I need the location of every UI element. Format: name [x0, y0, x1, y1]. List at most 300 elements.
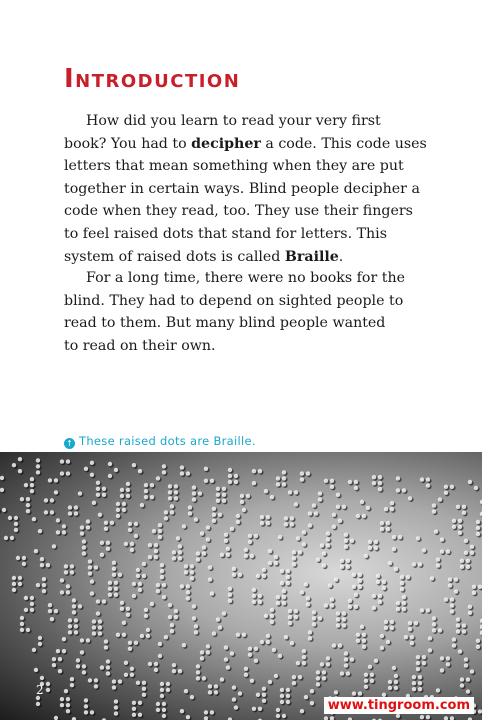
braille-dot [130, 673, 134, 677]
braille-dot [354, 593, 358, 597]
braille-dot [210, 591, 214, 595]
braille-dot [252, 588, 256, 592]
braille-dot [476, 520, 480, 524]
braille-dot [192, 491, 196, 495]
braille-dot [326, 531, 330, 535]
braille-dot [18, 457, 22, 461]
braille-dot [446, 549, 450, 553]
braille-dot [72, 610, 76, 614]
braille-dot [244, 548, 248, 552]
braille-dot [370, 673, 374, 677]
braille-dot [462, 511, 466, 515]
braille-dot [66, 459, 70, 463]
braille-dot [344, 533, 348, 537]
braille-dot [420, 715, 424, 719]
braille-dot [202, 545, 206, 549]
braille-dot [80, 525, 84, 529]
braille-dot [174, 496, 178, 500]
braille-dot [142, 574, 146, 578]
braille-dot [164, 510, 168, 514]
braille-dot [356, 633, 360, 637]
braille-dot [148, 555, 152, 559]
bold-term: Braille [284, 248, 339, 265]
braille-dot [154, 555, 158, 559]
braille-dot [438, 628, 442, 632]
braille-dot [344, 539, 348, 543]
braille-dot [284, 522, 288, 526]
braille-dot [342, 611, 346, 615]
braille-dot [30, 489, 34, 493]
braille-dot [124, 673, 128, 677]
braille-dot [68, 505, 72, 509]
braille-dot [326, 537, 330, 541]
braille-dot [416, 655, 420, 659]
braille-dot [290, 522, 294, 526]
braille-dot [114, 587, 118, 591]
caption-text: These raised dots are Braille. [79, 434, 256, 448]
braille-dot [98, 513, 102, 517]
braille-dot [236, 514, 240, 518]
braille-dot [84, 698, 88, 702]
braille-dot [98, 619, 102, 623]
braille-dot [62, 524, 66, 528]
braille-dot [122, 508, 126, 512]
braille-dot [302, 542, 306, 546]
text-run: For a long time, there were no books for the [86, 270, 405, 286]
braille-dot [452, 643, 456, 647]
braille-dot [220, 677, 224, 681]
braille-dot [274, 555, 278, 559]
braille-dot [214, 684, 218, 688]
braille-dot [402, 607, 406, 611]
braille-dot [50, 510, 54, 514]
braille-dot [108, 462, 112, 466]
braille-dot [68, 624, 72, 628]
braille-dot [378, 487, 382, 491]
braille-dot [60, 697, 64, 701]
braille-dot [368, 540, 372, 544]
braille-dot [50, 617, 54, 621]
braille-dot [278, 535, 282, 539]
braille-dot [188, 511, 192, 515]
braille-dot [436, 557, 440, 561]
braille-dot [454, 589, 458, 593]
braille-dot [112, 567, 116, 571]
braille-dot [186, 590, 190, 594]
braille-dot [358, 691, 362, 695]
braille-dot [158, 529, 162, 533]
braille-dot [168, 490, 172, 494]
braille-dot [326, 543, 330, 547]
braille-dot [314, 511, 318, 515]
braille-dot [376, 580, 380, 584]
braille-dot [446, 656, 450, 660]
braille-dot [252, 469, 256, 473]
braille-dot [150, 495, 154, 499]
braille-dot [192, 497, 196, 501]
braille-dot [412, 687, 416, 691]
braille-dot [132, 701, 136, 705]
braille-dot [388, 561, 392, 565]
braille-dot [106, 541, 110, 545]
braille-dot [432, 628, 436, 632]
braille-dot [196, 670, 200, 674]
braille-dot [172, 556, 176, 560]
braille-dot [130, 542, 134, 546]
braille-dot [56, 649, 60, 653]
braille-dot [84, 704, 88, 708]
braille-dot [418, 562, 422, 566]
braille-dot [74, 630, 78, 634]
braille-dot [162, 708, 166, 712]
braille-dot [276, 601, 280, 605]
braille-dot [216, 493, 220, 497]
braille-dot [390, 620, 394, 624]
braille-dot [164, 516, 168, 520]
braille-dot [90, 591, 94, 595]
braille-dot [78, 491, 82, 495]
braille-dot [418, 687, 422, 691]
braille-dot [84, 710, 88, 714]
braille-dot [56, 518, 60, 522]
braille-dot [108, 587, 112, 591]
braille-dot [66, 697, 70, 701]
braille-dot [180, 709, 184, 713]
braille-dot [404, 635, 408, 639]
braille-dot [74, 511, 78, 515]
braille-dot [62, 530, 66, 534]
braille-dot [212, 507, 216, 511]
braille-dot [130, 667, 134, 671]
text-line [64, 267, 416, 290]
text-run: code when they read, too. They use their fingers [64, 203, 413, 220]
braille-dot [226, 553, 230, 557]
braille-dot [132, 463, 136, 467]
braille-dot [192, 604, 196, 608]
watermark: www.tingroom.com [324, 697, 474, 714]
braille-dot [462, 623, 466, 627]
braille-dot [132, 594, 136, 598]
braille-dot [310, 701, 314, 705]
braille-dot [444, 716, 448, 720]
braille-dot [162, 714, 166, 718]
braille-dot [344, 651, 348, 655]
braille-dot [372, 594, 376, 598]
braille-dot [336, 505, 340, 509]
braille-dot [158, 642, 162, 646]
braille-dot [476, 639, 480, 643]
braille-dot [402, 595, 406, 599]
photo-caption [64, 434, 256, 449]
braille-dot [306, 602, 310, 606]
braille-dot [458, 531, 462, 535]
braille-dot [308, 636, 312, 640]
braille-dot [416, 667, 420, 671]
braille-dot [292, 681, 296, 685]
braille-dot [422, 548, 426, 552]
braille-dot [394, 686, 398, 690]
braille-dot [276, 714, 280, 718]
braille-dot [162, 595, 166, 599]
braille-dot [82, 670, 86, 674]
braille-dot [396, 488, 400, 492]
braille-dot [230, 527, 234, 531]
braille-dot [374, 546, 378, 550]
braille-dot [186, 715, 190, 719]
braille-dot [76, 664, 80, 668]
braille-dot [260, 521, 264, 525]
intro-paragraph-2 [64, 267, 416, 357]
braille-dot [190, 564, 194, 568]
braille-dot [92, 619, 96, 623]
braille-dot [380, 521, 384, 525]
braille-dot [108, 581, 112, 585]
braille-dot [264, 489, 268, 493]
braille-dot [168, 615, 172, 619]
braille-dot [178, 669, 182, 673]
braille-dot [126, 494, 130, 498]
braille-dot [470, 545, 474, 549]
braille-dot [226, 547, 230, 551]
braille-dot [320, 543, 324, 547]
braille-dot [386, 521, 390, 525]
braille-dot [16, 556, 20, 560]
braille-dot [380, 646, 384, 650]
braille-dot [270, 608, 274, 612]
braille-dot [72, 604, 76, 608]
braille-dot [388, 680, 392, 684]
braille-dot [54, 478, 58, 482]
braille-dot [414, 621, 418, 625]
braille-dot [60, 703, 64, 707]
text-line [64, 246, 416, 269]
text-run: blind. They had to depend on sighted people to [64, 292, 404, 309]
braille-dot [206, 650, 210, 654]
braille-dot [410, 641, 414, 645]
braille-dot [468, 605, 472, 609]
braille-dot [68, 618, 72, 622]
braille-dot [22, 556, 26, 560]
braille-dot [422, 655, 426, 659]
braille-dot [330, 716, 334, 720]
braille-dot [254, 659, 258, 663]
braille-dot [92, 501, 96, 505]
braille-photo [0, 452, 482, 720]
braille-dot [394, 674, 398, 678]
braille-dot [46, 563, 50, 567]
braille-dot [422, 661, 426, 665]
braille-dot [426, 483, 430, 487]
braille-dot [394, 567, 398, 571]
braille-dot [146, 628, 150, 632]
braille-dot [106, 671, 110, 675]
braille-dot [92, 625, 96, 629]
braille-dot [252, 481, 256, 485]
braille-dot [36, 458, 40, 462]
braille-dot [304, 582, 308, 586]
braille-dot [222, 611, 226, 615]
braille-dot [330, 479, 334, 483]
braille-dot [380, 634, 384, 638]
braille-dot [122, 633, 126, 637]
braille-dot [116, 514, 120, 518]
braille-dot [342, 617, 346, 621]
braille-dot [256, 693, 260, 697]
braille-dot [114, 705, 118, 709]
braille-dot [70, 564, 74, 568]
braille-dot [160, 575, 164, 579]
braille-dot [334, 577, 338, 581]
braille-dot [300, 590, 304, 594]
text-run: to read on their own. [64, 337, 216, 354]
braille-dot [292, 556, 296, 560]
braille-dot [166, 688, 170, 692]
braille-dot [468, 611, 472, 615]
braille-dot [286, 694, 290, 698]
braille-dot [182, 643, 186, 647]
braille-dot [12, 463, 16, 467]
braille-dot [82, 551, 86, 555]
braille-dot [466, 689, 470, 693]
braille-dot [240, 500, 244, 504]
braille-dot [186, 471, 190, 475]
braille-dot [52, 663, 56, 667]
braille-dot [234, 480, 238, 484]
braille-dot [88, 565, 92, 569]
page-number: 2 [36, 683, 44, 697]
braille-dot [180, 465, 184, 469]
braille-dot [290, 641, 294, 645]
braille-dot [32, 517, 36, 521]
braille-dot [36, 464, 40, 468]
braille-dot [466, 565, 470, 569]
braille-dot [384, 626, 388, 630]
braille-dot [460, 565, 464, 569]
braille-dot [30, 596, 34, 600]
braille-dot [132, 713, 136, 717]
braille-dot [44, 510, 48, 514]
braille-dot [150, 602, 154, 606]
braille-dot [224, 645, 228, 649]
braille-dot [262, 693, 266, 697]
braille-dot [270, 495, 274, 499]
braille-dot [196, 551, 200, 555]
braille-dot [124, 542, 128, 546]
braille-dot [244, 667, 248, 671]
braille-dot [446, 662, 450, 666]
braille-dot [0, 488, 4, 492]
braille-dot [132, 707, 136, 711]
braille-dot [276, 476, 280, 480]
braille-dot [54, 609, 58, 613]
braille-dot [420, 477, 424, 481]
braille-dot [22, 562, 26, 566]
braille-dot [98, 631, 102, 635]
braille-dot [474, 486, 478, 490]
braille-dot [106, 659, 110, 663]
braille-dot [366, 506, 370, 510]
braille-dot [166, 682, 170, 686]
braille-dot [386, 527, 390, 531]
braille-dot [282, 482, 286, 486]
braille-dot [262, 568, 266, 572]
braille-dot [148, 543, 152, 547]
braille-dot [428, 636, 432, 640]
braille-dot [102, 599, 106, 603]
braille-dot [244, 673, 248, 677]
page-heading: Introduction [64, 64, 241, 94]
braille-dot [358, 585, 362, 589]
braille-dot [96, 481, 100, 485]
braille-dot [464, 551, 468, 555]
braille-dot [276, 482, 280, 486]
braille-dot [252, 600, 256, 604]
braille-dot [96, 611, 100, 615]
braille-dot [288, 621, 292, 625]
braille-dot [258, 469, 262, 473]
braille-dot [132, 582, 136, 586]
braille-dot [280, 569, 284, 573]
braille-dot [324, 603, 328, 607]
braille-dot [180, 584, 184, 588]
braille-dot [60, 471, 64, 475]
braille-dot [158, 523, 162, 527]
braille-dot [410, 635, 414, 639]
braille-dot [264, 614, 268, 618]
braille-dot [450, 485, 454, 489]
braille-dot [348, 599, 352, 603]
braille-dot [118, 573, 122, 577]
braille-dot [458, 519, 462, 523]
braille-dot [26, 509, 30, 513]
braille-dot [144, 608, 148, 612]
braille-dot [300, 709, 304, 713]
braille-dot [206, 525, 210, 529]
braille-dot [382, 586, 386, 590]
braille-dot [220, 553, 224, 557]
braille-dot [416, 536, 420, 540]
braille-dot [62, 637, 66, 641]
braille-dot [108, 593, 112, 597]
braille-dot [460, 677, 464, 681]
braille-dot [334, 690, 338, 694]
braille-dot [74, 505, 78, 509]
braille-dot [380, 527, 384, 531]
braille-dot [32, 648, 36, 652]
braille-dot [66, 709, 70, 713]
braille-dot [322, 563, 326, 567]
braille-dot [208, 565, 212, 569]
braille-dot [78, 604, 82, 608]
braille-dot [48, 603, 52, 607]
braille-dot [454, 577, 458, 581]
braille-dot [42, 583, 46, 587]
braille-dot [336, 611, 340, 615]
braille-dot [200, 650, 204, 654]
braille-dot [140, 634, 144, 638]
braille-dot [206, 537, 210, 541]
braille-dot [466, 559, 470, 563]
braille-dot [294, 615, 298, 619]
braille-dot [46, 688, 50, 692]
braille-dot [80, 638, 84, 642]
braille-dot [84, 467, 88, 471]
braille-dot [342, 505, 346, 509]
braille-dot [102, 487, 106, 491]
braille-dot [226, 665, 230, 669]
braille-dot [476, 645, 480, 649]
braille-dot [382, 580, 386, 584]
